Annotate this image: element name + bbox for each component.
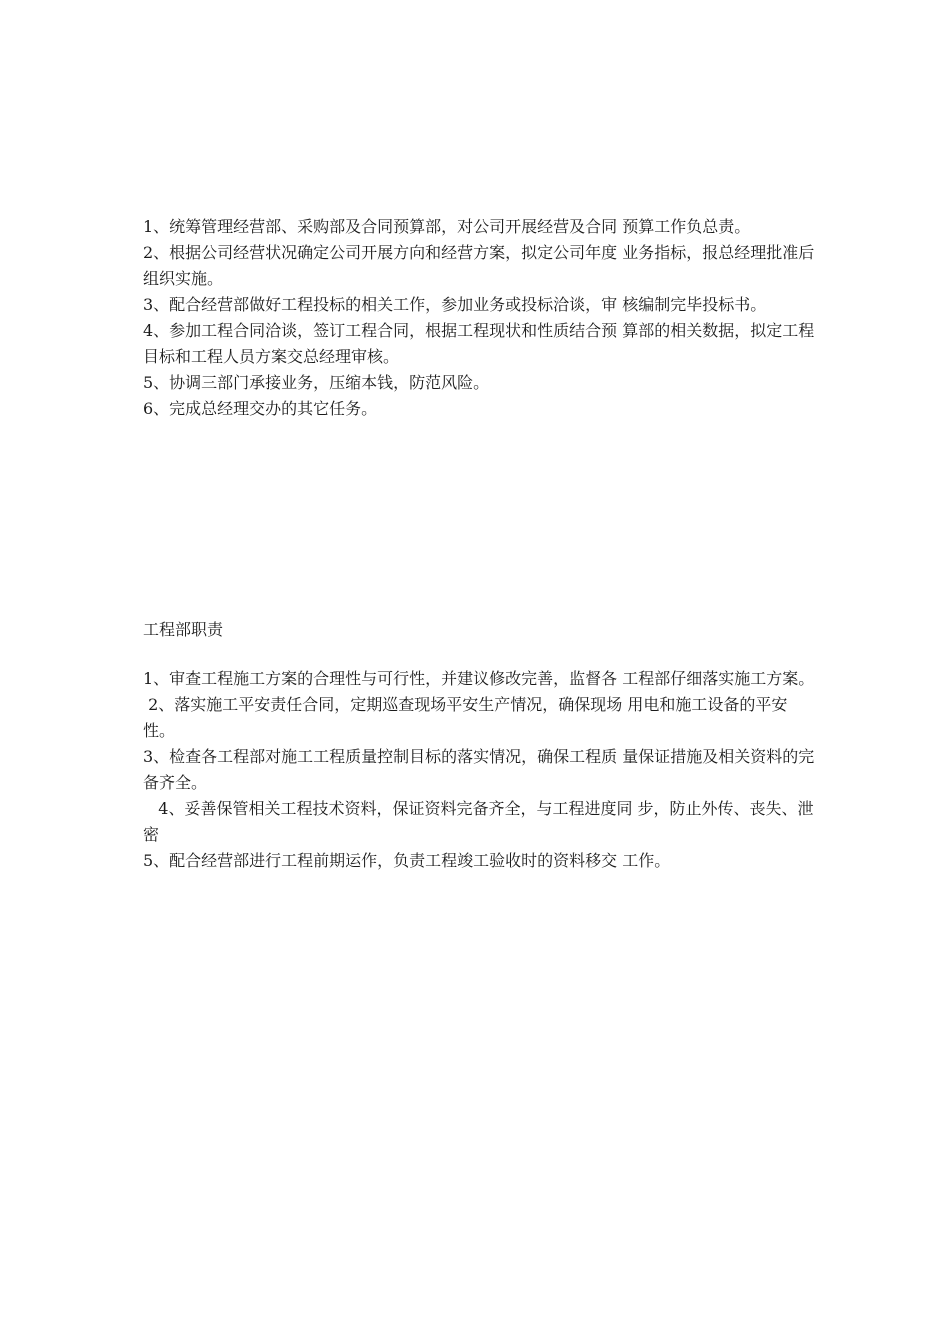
- list-item: 4、参加工程合同洽谈，签订工程合同，根据工程现状和性质结合预 算部的相关数据，拟定工程目标和工程人员方案交总经理审核。: [143, 321, 815, 366]
- list-item: 2、落实施工平安责任合同，定期巡查现场平安生产情况，确保现场 用电和施工设备的平安性。: [143, 695, 788, 740]
- responsibilities-list-2: [143, 666, 818, 874]
- list-item: 3、检查各工程部对施工工程质量控制目标的落实情况，确保工程质 量保证措施及相关资料的完备齐全。: [143, 747, 815, 792]
- responsibilities-list-1: [143, 214, 818, 422]
- list-item: 4、妥善保管相关工程技术资料，保证资料完备齐全，与工程进度同 步，防止外传、丧失、泄密: [143, 799, 814, 844]
- section-heading-engineering-dept: 工程部职责: [143, 620, 224, 639]
- list-item: 1、统筹管理经营部、采购部及合同预算部，对公司开展经营及合同 预算工作负总责。: [143, 217, 751, 236]
- list-item: 1、审查工程施工方案的合理性与可行性，并建议修改完善，监督各 工程部仔细落实施工方案。: [143, 669, 815, 688]
- list-item: 3、配合经营部做好工程投标的相关工作，参加业务或投标洽谈，审 核编制完毕投标书。: [143, 295, 767, 314]
- list-item: 5、协调三部门承接业务，压缩本钱，防范风险。: [143, 373, 490, 392]
- list-item: 2、根据公司经营状况确定公司开展方向和经营方案，拟定公司年度 业务指标，报总经理批准后组织实施。: [143, 243, 815, 288]
- list-item: 5、配合经营部进行工程前期运作，负责工程竣工验收时的资料移交 工作。: [143, 851, 671, 870]
- list-item: 6、完成总经理交办的其它任务。: [143, 399, 378, 418]
